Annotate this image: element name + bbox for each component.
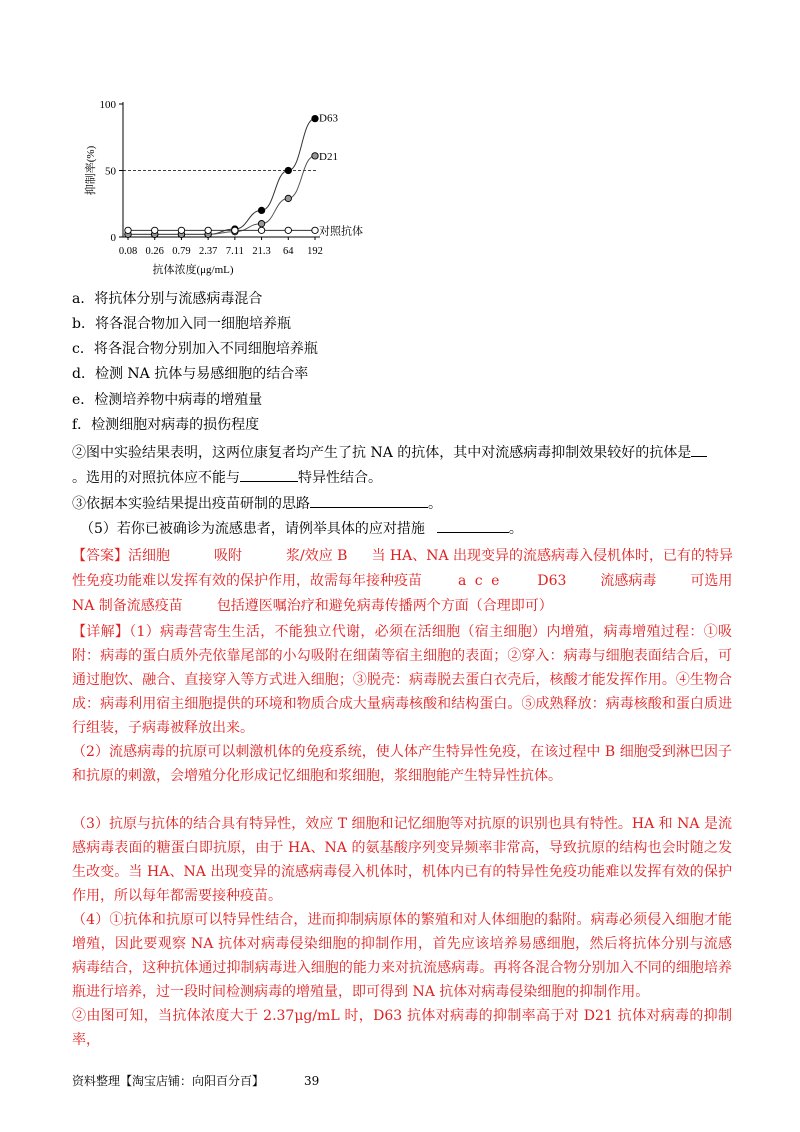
x-tick-label: 0.26 — [145, 246, 164, 257]
answer-label: 【答案】 — [72, 548, 128, 564]
option-d: d．检测 NA 抗体与易感细胞的结合率 — [72, 366, 309, 382]
data-point-control — [258, 227, 264, 233]
data-point-d63 — [312, 115, 318, 121]
question-3-end: 。 — [428, 496, 442, 512]
answer-2: 吸附 — [214, 548, 242, 564]
option-c: c．将各混合物分别加入不同细胞培养瓶 — [72, 341, 318, 357]
answer-blank — [437, 518, 509, 533]
detail-paragraph-4: （4）①抗体和抗原可以特异性结合，进而抑制病原体的繁殖和对人体细胞的黏附。病毒必须侵入细胞才能增殖，因此要观察 NA 抗体对病毒侵染细胞的抑制作用，首先应该培养易感细胞，然后将抗体分别与流感病毒结合，这种抗体通过抑制病毒进入细胞的能力来对抗流感病毒。再将各混合物分别加入不同的细胞培养瓶进行培养，过一段时间检测病毒的增殖量，即可得到 NA 抗体对病毒侵染细胞的抑制作用。 — [72, 912, 732, 1000]
option-e: e．检测培养物中病毒的增殖量 — [72, 392, 263, 408]
x-tick-label: 64 — [283, 246, 294, 257]
question-5-end: 。 — [508, 521, 523, 537]
data-point-control — [205, 227, 211, 233]
option-b: b．将各混合物加入同一细胞培养瓶 — [72, 316, 291, 332]
data-point-d21 — [258, 221, 264, 227]
data-point-d21 — [312, 153, 318, 159]
data-point-control — [312, 227, 318, 233]
answer-blank — [691, 442, 707, 457]
x-tick-label: 2.37 — [198, 246, 218, 257]
data-point-control — [285, 227, 291, 233]
page-footer — [72, 1072, 319, 1089]
answer-6: D63 — [537, 573, 567, 589]
series-label-d63: D63 — [319, 112, 338, 125]
answer-line-2 — [72, 571, 732, 591]
answer-4: 当 HA、NA 出现变异的流感病毒入侵机体时，已有的特异 — [371, 548, 734, 564]
answer-line-1 — [72, 546, 733, 566]
y-tick-label: 100 — [99, 99, 116, 111]
inhibition-chart — [80, 92, 380, 282]
x-tick-label: 7.11 — [225, 246, 244, 257]
question-2 — [72, 442, 707, 463]
option-f: f．检测细胞对病毒的损伤程度 — [72, 417, 260, 433]
answer-blank — [240, 467, 298, 482]
x-axis-label: 抗体浓度(μg/mL) — [152, 264, 234, 276]
detail-paragraph-5: ②由图可知，当抗体浓度大于 2.37μg/mL 时，D63 抗体对病毒的抑制率高于对 D21 抗体对病毒的抑制率， — [72, 1008, 732, 1048]
question-5-text: （5）若你已被确诊为流感患者，请例举具体的应对措施 — [80, 521, 425, 537]
answer-5: a c e — [458, 573, 502, 589]
answer-7: 流感病毒 — [600, 573, 657, 589]
question-2b-post: 特异性结合。 — [298, 470, 382, 486]
data-point-d63 — [258, 207, 264, 213]
question-3-text: ③依据本实验结果提出疫苗研制的思路 — [72, 496, 310, 512]
answer-4-cont: 性免疫功能难以发挥有效的保护作用，故需每年接种疫苗 — [72, 573, 422, 589]
page-number: 39 — [304, 1074, 320, 1088]
question-2b-pre: 。选用的对照抗体应不能与 — [72, 470, 240, 486]
answer-line-3 — [72, 596, 553, 616]
answer-8: 可选用 — [690, 573, 733, 589]
x-tick-label: 192 — [307, 246, 323, 257]
data-point-control — [232, 227, 238, 233]
data-point-d21 — [285, 195, 291, 201]
detail-paragraph-2: （2）流感病毒的抗原可以刺激机体的免疫系统，使人体产生特异性免疫，在该过程中 B 细胞受到淋巴因子和抗原的刺激，会增殖分化形成记忆细胞和浆细胞，浆细胞能产生特异性抗体。 — [72, 744, 732, 784]
detail-paragraph-3: （3）抗原与抗体的结合具有特异性，效应 T 细胞和记忆细胞等对抗原的识别也具有特性。HA 和 NA 是流感病毒表面的糖蛋白即抗原，由于 HA、NA 的氨基酸序列变异频率非常高，导致抗原的结构也会时随之发生改变。当 HA、NA 出现变异的流感病毒侵入机体时，机体内已有的特异性免疫功能难以发挥有效的保护作用，所以每年都需要接种疫苗。 — [72, 816, 732, 904]
series-label-d21: D21 — [319, 150, 338, 163]
y-tick-label: 0 — [110, 232, 116, 244]
y-tick-label: 50 — [105, 165, 116, 178]
answer-3: 浆/效应 B — [286, 548, 348, 564]
data-point-control — [125, 227, 131, 233]
answer-9: 包括遵医嘱治疗和避免病毒传播两个方面（合理即可） — [216, 598, 553, 614]
series-line-d63 — [128, 119, 315, 235]
question-3 — [72, 493, 442, 514]
answer-blank — [310, 493, 428, 508]
footer-source: 资料整理【淘宝店铺：向阳百分百】 — [72, 1074, 265, 1088]
x-tick-label: 0.79 — [172, 246, 191, 257]
x-tick-label: 21.3 — [252, 246, 271, 257]
question-5 — [80, 518, 523, 539]
answer-1: 活细胞 — [128, 548, 170, 564]
option-a: a．将抗体分别与流感病毒混合 — [72, 291, 263, 307]
series-label-control: 对照抗体 — [319, 225, 363, 238]
y-axis-label: 抑制率(%) — [85, 145, 97, 196]
x-tick-label: 0.08 — [118, 246, 138, 257]
answer-8-cont: NA 制备流感疫苗 — [72, 598, 183, 614]
question-2-text: ②图中实验结果表明，这两位康复者均产生了抗 NA 的抗体，其中对流感病毒抑制效果较好的抗体是 — [72, 445, 692, 461]
question-2b — [72, 467, 382, 488]
data-point-d63 — [285, 167, 291, 173]
data-point-control — [152, 227, 158, 233]
detail-paragraph-1: 【详解】（1）病毒营寄生生活，不能独立代谢，必须在活细胞（宿主细胞）内增殖，病毒增殖过程：①吸附：病毒的蛋白质外壳依靠尾部的小勾吸附在细菌等宿主细胞的表面；②穿入：病毒与细胞表面结合后，可通过胞饮、融合、直接穿入等方式进入细胞；③脱壳：病毒脱去蛋白衣壳后，核酸才能发挥作用。④生物合成：病毒利用宿主细胞提供的环境和物质合成大量病毒核酸和结构蛋白。⑤成熟释放：病毒核酸和蛋白质进行组装，子病毒被释放出来。 — [72, 624, 732, 736]
data-point-control — [178, 227, 184, 233]
